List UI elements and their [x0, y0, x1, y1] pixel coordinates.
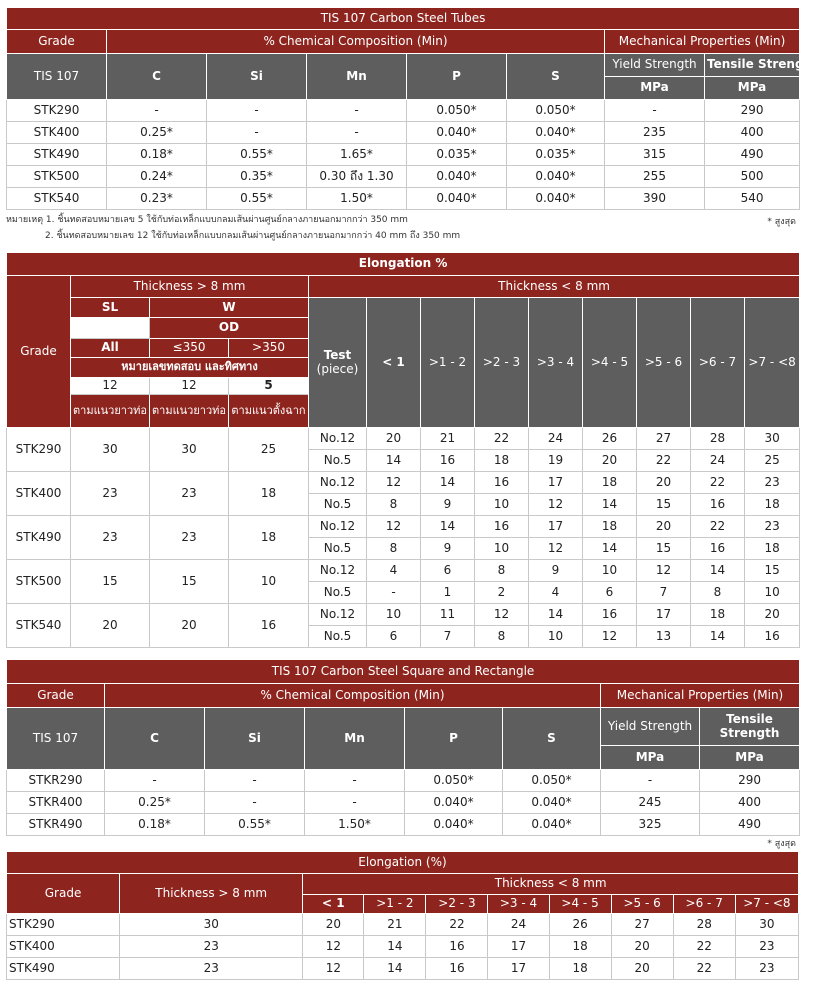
- thickness-gt-8-header: Thickness > 8 mm: [71, 276, 309, 298]
- table-row: [7, 814, 800, 836]
- table-row: [7, 122, 800, 144]
- value-cell: 1.50*: [305, 814, 405, 836]
- grade-cell: STK400: [7, 122, 107, 144]
- value-cell: 0.040*: [405, 814, 503, 836]
- thickness-lt-8-header: Thickness < 8 mm: [303, 874, 799, 895]
- max-note: * สูงสุด: [767, 217, 796, 227]
- grade-cell: STKR400: [7, 792, 105, 814]
- value-cell: 23: [120, 958, 303, 980]
- value-cell: 17: [637, 604, 691, 626]
- grade-cell: STK400: [7, 472, 71, 516]
- all-header: All: [71, 339, 150, 358]
- value-cell: 0.040*: [407, 188, 507, 210]
- value-cell: 7: [637, 582, 691, 604]
- value-cell: 12: [367, 516, 421, 538]
- value-cell: 315: [605, 144, 705, 166]
- value-cell: 235: [605, 122, 705, 144]
- value-cell: 15: [150, 560, 229, 604]
- value-cell: 18: [229, 472, 309, 516]
- value-cell: 19: [529, 450, 583, 472]
- value-cell: 12: [303, 958, 364, 980]
- table-row: [7, 770, 800, 792]
- value-cell: 0.040*: [507, 188, 605, 210]
- value-cell: 10: [475, 494, 529, 516]
- sulfur-header: S: [503, 708, 601, 770]
- tensile-unit: MPa: [700, 746, 800, 770]
- value-cell: 1.65*: [307, 144, 407, 166]
- grade-cell: STK490: [7, 516, 71, 560]
- value-cell: 2: [475, 582, 529, 604]
- tensile-strength-header: Tensile Strength: [700, 708, 800, 746]
- standard-header: TIS 107: [7, 54, 107, 100]
- value-cell: 400: [705, 122, 800, 144]
- value-cell: 14: [691, 560, 745, 582]
- value-cell: 14: [364, 936, 426, 958]
- value-cell: 16: [691, 538, 745, 560]
- phosphorus-header: P: [407, 54, 507, 100]
- range-header: < 1: [303, 895, 364, 914]
- value-cell: 15: [637, 538, 691, 560]
- value-cell: 10: [367, 604, 421, 626]
- value-cell: -: [105, 770, 205, 792]
- value-cell: 4: [367, 560, 421, 582]
- value-cell: 0.040*: [503, 792, 601, 814]
- value-cell: 0.55*: [207, 144, 307, 166]
- value-cell: 0.35*: [207, 166, 307, 188]
- mechanical-properties-header: Mechanical Properties (Min): [605, 30, 800, 54]
- value-cell: 17: [529, 516, 583, 538]
- grade-cell: STK500: [7, 166, 107, 188]
- footnote-2: 2. ชิ้นทดสอบหมายเลข 12 ใช้กับท่อเหล็กแบบกลมเส้นผ่านศูนย์กลางภายนอกมากกว่า 40 mm ถึง 350 mm: [45, 231, 461, 241]
- value-cell: 16: [426, 936, 488, 958]
- range-header: >1 - 2: [421, 298, 475, 428]
- value-cell: 0.18*: [107, 144, 207, 166]
- value-cell: 18: [745, 494, 800, 516]
- carbon-header: C: [105, 708, 205, 770]
- value-cell: 20: [583, 450, 637, 472]
- carbon-header: C: [107, 54, 207, 100]
- value-cell: 9: [421, 494, 475, 516]
- table-row: [7, 188, 800, 210]
- value-cell: -: [367, 582, 421, 604]
- max-note: * สูงสุด: [767, 839, 796, 849]
- table-row: [7, 604, 800, 626]
- value-cell: 23: [71, 472, 150, 516]
- value-cell: 22: [673, 936, 735, 958]
- value-cell: 8: [367, 494, 421, 516]
- value-cell: 0.050*: [405, 770, 503, 792]
- value-cell: 1.50*: [307, 188, 407, 210]
- value-cell: -: [107, 100, 207, 122]
- value-cell: 15: [637, 494, 691, 516]
- value-cell: 21: [364, 914, 426, 936]
- silicon-header: Si: [205, 708, 305, 770]
- chemical-composition-header: % Chemical Composition (Min): [107, 30, 605, 54]
- value-cell: 18: [229, 516, 309, 560]
- value-cell: 0.050*: [507, 100, 605, 122]
- value-cell: 24: [529, 428, 583, 450]
- value-cell: 8: [367, 538, 421, 560]
- value-cell: 16: [745, 626, 800, 648]
- value-cell: 0.24*: [107, 166, 207, 188]
- value-cell: 23: [735, 936, 798, 958]
- value-cell: 16: [475, 516, 529, 538]
- grade-header: Grade: [7, 30, 107, 54]
- value-cell: 25: [229, 428, 309, 472]
- value-cell: 20: [611, 958, 673, 980]
- value-cell: 245: [601, 792, 700, 814]
- value-cell: 9: [529, 560, 583, 582]
- elongation-title: Elongation (%): [7, 852, 799, 874]
- value-cell: 12: [367, 472, 421, 494]
- range-header: >3 - 4: [488, 895, 549, 914]
- value-cell: 15: [745, 560, 800, 582]
- test-piece-cell: No.12: [309, 472, 367, 494]
- value-cell: 16: [426, 958, 488, 980]
- value-cell: 18: [691, 604, 745, 626]
- test-piece-cell: No.12: [309, 516, 367, 538]
- value-cell: 10: [745, 582, 800, 604]
- w-header: W: [150, 298, 309, 318]
- range-header: >4 - 5: [549, 895, 611, 914]
- value-cell: 23: [71, 516, 150, 560]
- value-cell: 0.040*: [407, 166, 507, 188]
- table-row: [7, 144, 800, 166]
- value-cell: 6: [421, 560, 475, 582]
- value-cell: 11: [421, 604, 475, 626]
- value-cell: 325: [601, 814, 700, 836]
- table-row: [7, 936, 799, 958]
- value-cell: 23: [150, 472, 229, 516]
- value-cell: 16: [421, 450, 475, 472]
- value-cell: 10: [583, 560, 637, 582]
- value-cell: 12: [583, 626, 637, 648]
- value-cell: 14: [691, 626, 745, 648]
- tensile-strength-header: Tensile Strength: [705, 54, 800, 77]
- value-cell: 16: [691, 494, 745, 516]
- value-cell: 8: [475, 560, 529, 582]
- value-cell: 0.040*: [405, 792, 503, 814]
- od-header: OD: [150, 318, 309, 339]
- table-row: [7, 958, 799, 980]
- table-row: [7, 166, 800, 188]
- sl-header: SL: [71, 298, 150, 318]
- value-cell: 390: [605, 188, 705, 210]
- specimen-no: 12: [71, 378, 150, 395]
- range-header: >5 - 6: [611, 895, 673, 914]
- table-row: [7, 472, 800, 494]
- value-cell: 27: [637, 428, 691, 450]
- range-header: >2 - 3: [475, 298, 529, 428]
- value-cell: 0.55*: [207, 188, 307, 210]
- value-cell: 255: [605, 166, 705, 188]
- thickness-lt-8-header: Thickness < 8 mm: [309, 276, 800, 298]
- value-cell: -: [307, 100, 407, 122]
- value-cell: 8: [691, 582, 745, 604]
- grade-header: Grade: [7, 684, 105, 708]
- square-elongation-table: [6, 851, 799, 980]
- yield-strength-header: Yield Strength: [605, 54, 705, 77]
- value-cell: 30: [735, 914, 798, 936]
- value-cell: 13: [637, 626, 691, 648]
- value-cell: 18: [583, 516, 637, 538]
- value-cell: 20: [150, 604, 229, 648]
- value-cell: 0.25*: [105, 792, 205, 814]
- range-header: >1 - 2: [364, 895, 426, 914]
- value-cell: -: [205, 770, 305, 792]
- value-cell: 17: [529, 472, 583, 494]
- value-cell: 23: [745, 472, 800, 494]
- value-cell: 0.18*: [105, 814, 205, 836]
- value-cell: 17: [488, 936, 549, 958]
- value-cell: 14: [367, 450, 421, 472]
- value-cell: 400: [700, 792, 800, 814]
- standard-header: TIS 107: [7, 708, 105, 770]
- table-row: [7, 914, 799, 936]
- grade-cell: STK290: [7, 100, 107, 122]
- value-cell: 4: [529, 582, 583, 604]
- value-cell: 24: [488, 914, 549, 936]
- grade-cell: STK290: [7, 914, 120, 936]
- yield-strength-header: Yield Strength: [601, 708, 700, 746]
- value-cell: 22: [475, 428, 529, 450]
- value-cell: 22: [426, 914, 488, 936]
- value-cell: 16: [583, 604, 637, 626]
- value-cell: 18: [549, 958, 611, 980]
- value-cell: 30: [120, 914, 303, 936]
- value-cell: 0.050*: [407, 100, 507, 122]
- value-cell: 500: [705, 166, 800, 188]
- value-cell: 8: [475, 626, 529, 648]
- value-cell: 21: [421, 428, 475, 450]
- value-cell: 14: [421, 472, 475, 494]
- table-row: [7, 560, 800, 582]
- value-cell: 0.30 ถึง 1.30: [307, 166, 407, 188]
- value-cell: 20: [745, 604, 800, 626]
- value-cell: 14: [529, 604, 583, 626]
- value-cell: 6: [583, 582, 637, 604]
- value-cell: 20: [637, 516, 691, 538]
- value-cell: 10: [529, 626, 583, 648]
- value-cell: 27: [611, 914, 673, 936]
- value-cell: -: [207, 122, 307, 144]
- value-cell: 20: [71, 604, 150, 648]
- grade-cell: STKR490: [7, 814, 105, 836]
- value-cell: -: [307, 122, 407, 144]
- value-cell: 0.040*: [507, 166, 605, 188]
- value-cell: 14: [583, 494, 637, 516]
- table-title: TIS 107 Carbon Steel Square and Rectangle: [7, 660, 800, 684]
- value-cell: 0.040*: [507, 122, 605, 144]
- grade-cell: STK540: [7, 604, 71, 648]
- direction-header: ตามแนวตั้งฉาก: [229, 395, 309, 428]
- value-cell: 22: [691, 472, 745, 494]
- blank-cell: [71, 318, 150, 339]
- direction-header: ตามแนวยาวท่อ: [71, 395, 150, 428]
- value-cell: 18: [475, 450, 529, 472]
- value-cell: 0.035*: [407, 144, 507, 166]
- value-cell: 23: [745, 516, 800, 538]
- value-cell: 10: [475, 538, 529, 560]
- table-row: [7, 428, 800, 450]
- value-cell: 9: [421, 538, 475, 560]
- value-cell: 16: [229, 604, 309, 648]
- value-cell: 7: [421, 626, 475, 648]
- value-cell: 30: [71, 428, 150, 472]
- grade-cell: STK290: [7, 428, 71, 472]
- test-piece-cell: No.5: [309, 450, 367, 472]
- value-cell: 28: [691, 428, 745, 450]
- value-cell: 20: [637, 472, 691, 494]
- test-piece-cell: No.5: [309, 538, 367, 560]
- range-header: >2 - 3: [426, 895, 488, 914]
- grade-cell: STKR290: [7, 770, 105, 792]
- value-cell: 12: [475, 604, 529, 626]
- test-label: Test: [323, 347, 352, 362]
- test-piece-cell: No.5: [309, 494, 367, 516]
- value-cell: -: [605, 100, 705, 122]
- gt350-header: >350: [229, 339, 309, 358]
- value-cell: -: [601, 770, 700, 792]
- value-cell: 14: [364, 958, 426, 980]
- value-cell: 26: [583, 428, 637, 450]
- yield-unit: MPa: [601, 746, 700, 770]
- value-cell: 14: [421, 516, 475, 538]
- value-cell: 12: [303, 936, 364, 958]
- grade-cell: STK400: [7, 936, 120, 958]
- value-cell: 20: [611, 936, 673, 958]
- value-cell: 490: [705, 144, 800, 166]
- silicon-header: Si: [207, 54, 307, 100]
- value-cell: 20: [367, 428, 421, 450]
- value-cell: 22: [691, 516, 745, 538]
- mechanical-properties-header: Mechanical Properties (Min): [601, 684, 800, 708]
- range-header: < 1: [367, 298, 421, 428]
- grade-cell: STK500: [7, 560, 71, 604]
- square-rectangle-table: [6, 659, 800, 836]
- value-cell: 0.23*: [107, 188, 207, 210]
- value-cell: 30: [150, 428, 229, 472]
- grade-cell: STK540: [7, 188, 107, 210]
- test-piece-cell: No.12: [309, 428, 367, 450]
- value-cell: 12: [529, 494, 583, 516]
- range-header: >6 - 7: [673, 895, 735, 914]
- value-cell: 0.040*: [407, 122, 507, 144]
- yield-unit: MPa: [605, 77, 705, 100]
- value-cell: 1: [421, 582, 475, 604]
- value-cell: 290: [705, 100, 800, 122]
- value-cell: 23: [735, 958, 798, 980]
- footnote-1: หมายเหตุ 1. ชิ้นทดสอบหมายเลข 5 ใช้กับท่อเหล็กแบบกลมเส้นผ่านศูนย์กลางภายนอกมากกว่า 350 mm: [6, 215, 408, 225]
- specimen-header: หมายเลขทดสอบ และทิศทาง: [71, 358, 309, 378]
- value-cell: 24: [691, 450, 745, 472]
- test-piece-cell: No.12: [309, 604, 367, 626]
- value-cell: 10: [229, 560, 309, 604]
- value-cell: 540: [705, 188, 800, 210]
- table-row: [7, 792, 800, 814]
- direction-header: ตามแนวยาวท่อ: [150, 395, 229, 428]
- manganese-header: Mn: [305, 708, 405, 770]
- value-cell: -: [305, 770, 405, 792]
- grade-header: Grade: [7, 276, 71, 428]
- grade-header: Grade: [7, 874, 120, 914]
- value-cell: 25: [745, 450, 800, 472]
- table-row: [7, 100, 800, 122]
- value-cell: 12: [637, 560, 691, 582]
- manganese-header: Mn: [307, 54, 407, 100]
- value-cell: 17: [488, 958, 549, 980]
- sulfur-header: S: [507, 54, 605, 100]
- value-cell: 290: [700, 770, 800, 792]
- value-cell: 28: [673, 914, 735, 936]
- grade-cell: STK490: [7, 144, 107, 166]
- value-cell: 12: [529, 538, 583, 560]
- value-cell: 16: [475, 472, 529, 494]
- value-cell: 23: [120, 936, 303, 958]
- value-cell: 15: [71, 560, 150, 604]
- grade-cell: STK490: [7, 958, 120, 980]
- value-cell: 18: [745, 538, 800, 560]
- value-cell: 0.050*: [503, 770, 601, 792]
- specimen-no: 12: [150, 378, 229, 395]
- value-cell: 0.55*: [205, 814, 305, 836]
- le350-header: ≤350: [150, 339, 229, 358]
- value-cell: 490: [700, 814, 800, 836]
- value-cell: 26: [549, 914, 611, 936]
- value-cell: -: [205, 792, 305, 814]
- value-cell: 22: [673, 958, 735, 980]
- value-cell: 14: [583, 538, 637, 560]
- test-piece-cell: No.12: [309, 560, 367, 582]
- range-header: >3 - 4: [529, 298, 583, 428]
- range-header: >6 - 7: [691, 298, 745, 428]
- chemical-composition-header: % Chemical Composition (Min): [105, 684, 601, 708]
- test-piece-cell: No.5: [309, 582, 367, 604]
- value-cell: 23: [150, 516, 229, 560]
- range-header: >7 - <8: [745, 298, 800, 428]
- piece-label: (piece): [316, 361, 359, 376]
- tensile-unit: MPa: [705, 77, 800, 100]
- value-cell: -: [207, 100, 307, 122]
- elongation-title: Elongation %: [7, 253, 800, 276]
- value-cell: 18: [549, 936, 611, 958]
- table-title: TIS 107 Carbon Steel Tubes: [7, 8, 800, 30]
- phosphorus-header: P: [405, 708, 503, 770]
- range-header: >5 - 6: [637, 298, 691, 428]
- value-cell: 0.035*: [507, 144, 605, 166]
- specimen-no: 5: [229, 378, 309, 395]
- test-piece-cell: No.5: [309, 626, 367, 648]
- value-cell: -: [305, 792, 405, 814]
- value-cell: 6: [367, 626, 421, 648]
- table-row: [7, 516, 800, 538]
- carbon-steel-tubes-table: [6, 7, 818, 210]
- range-header: >4 - 5: [583, 298, 637, 428]
- test-piece-header: [309, 298, 367, 428]
- thickness-gt-8-header: Thickness > 8 mm: [120, 874, 303, 914]
- elongation-table: [6, 252, 800, 648]
- value-cell: 20: [303, 914, 364, 936]
- value-cell: 0.25*: [107, 122, 207, 144]
- value-cell: 30: [745, 428, 800, 450]
- value-cell: 22: [637, 450, 691, 472]
- range-header: >7 - <8: [735, 895, 798, 914]
- value-cell: 18: [583, 472, 637, 494]
- value-cell: 0.040*: [503, 814, 601, 836]
